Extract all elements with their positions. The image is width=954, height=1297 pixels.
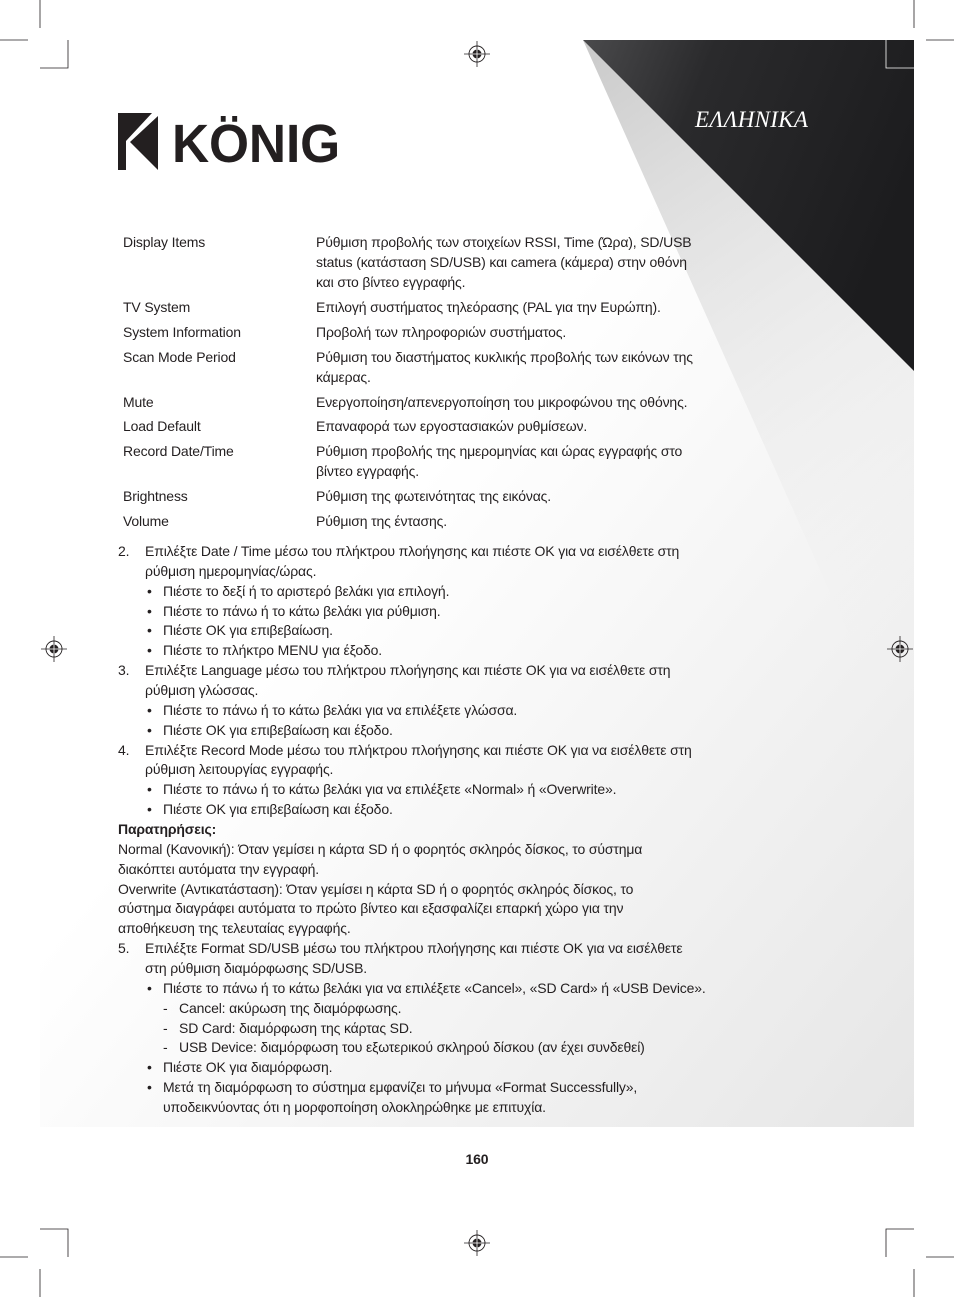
menu-row <box>123 347 693 387</box>
bullet-symbol: • <box>147 602 152 619</box>
bullet-item <box>145 641 679 661</box>
description-line: Ρύθμιση της έντασης. <box>316 513 447 530</box>
bullet-item <box>145 701 670 721</box>
bullet-text-line: Πιέστε OK για διαμόρφωση. <box>163 1059 333 1076</box>
bullet-symbol: • <box>147 801 152 818</box>
menu-row <box>123 322 693 342</box>
menu-row <box>123 416 693 436</box>
step-item <box>118 542 706 661</box>
bullet-symbol: • <box>147 642 152 659</box>
bullet-item <box>145 582 679 602</box>
sub-item <box>163 1019 706 1039</box>
menu-row <box>123 486 693 506</box>
bullet-text <box>163 602 440 622</box>
bullet-text <box>163 721 393 741</box>
bullet-item <box>145 621 679 641</box>
sub-item-text: USB Device: διαμόρφωση του εξωτερικού σκληρού δίσκου (αν έχει συνδεθεί) <box>179 1039 645 1056</box>
bullet-text <box>163 701 517 721</box>
step-number: 3. <box>118 662 130 679</box>
step-text-line: Επιλέξτε Format SD/USB μέσω του πλήκτρου πλοήγησης και πιέστε OK για να εισέλθετε <box>145 940 683 957</box>
menu-item-description <box>316 232 691 292</box>
description-line: status (κατάσταση SD/USB) και camera (κάμερα) στην οθόνη <box>316 254 687 270</box>
menu-row <box>123 297 693 317</box>
bullet-text-line: υποδεικνύοντας ότι η μορφοποίηση ολοκληρώθηκε με επιτυχία. <box>163 1099 546 1116</box>
description-line: Προβολή των πληροφοριών συστήματος. <box>316 323 567 340</box>
menu-item-name: Volume <box>123 513 169 530</box>
bullet-text-line: Πιέστε το πλήκτρο MENU για έξοδο. <box>163 642 383 659</box>
bullet-text <box>163 1058 332 1078</box>
bullet-text-line: Πιέστε το πάνω ή το κάτω βελάκι για να επιλέξετε γλώσσα. <box>163 701 518 718</box>
bullet-text <box>163 780 616 800</box>
menu-item-description <box>316 416 587 436</box>
bullet-symbol: • <box>147 1059 152 1076</box>
menu-item-name: Scan Mode Period <box>123 348 236 365</box>
bullet-text-line: Πιέστε OK για επιβεβαίωση. <box>163 622 333 639</box>
step-text-line: Επιλέξτε Date / Time μέσω του πλήκτρου πλοήγησης και πιέστε OK για να εισέλθετε στη <box>145 543 680 559</box>
step-text-line: ρύθμιση γλώσσας. <box>145 682 259 699</box>
menu-item-name: System Information <box>123 323 241 340</box>
bullet-text-line: Πιέστε το πάνω ή το κάτω βελάκι για ρύθμιση. <box>163 602 441 619</box>
menu-settings-table <box>123 232 693 536</box>
bullet-text-line: Πιέστε το δεξί ή το αριστερό βελάκι για επιλογή. <box>163 582 450 599</box>
note-line: Overwrite (Αντικατάσταση): Όταν γεμίσει η κάρτα SD ή ο φορητός σκληρός δίσκος, το <box>118 880 634 897</box>
sub-item-text: Cancel: ακύρωση της διαμόρφωσης. <box>179 999 402 1016</box>
menu-item-description <box>316 392 687 412</box>
description-line: Ρύθμιση προβολής της ημερομηνίας και ώρας εγγραφής στο <box>316 443 683 460</box>
language-label: ΕΛΛΗΝΙΚΑ <box>695 107 809 132</box>
bullet-text <box>163 979 706 1058</box>
bullet-text-line: Πιέστε το πάνω ή το κάτω βελάκι για να επιλέξετε «Cancel», «SD Card» ή «USB Device». <box>163 979 706 996</box>
bullet-symbol: • <box>147 721 152 738</box>
bullet-item <box>145 1058 706 1078</box>
bullet-symbol: • <box>147 781 152 798</box>
bullet-item <box>145 1078 706 1118</box>
bullet-text <box>163 1078 637 1118</box>
step-item <box>118 741 706 820</box>
step-body <box>145 939 706 1118</box>
bullet-text <box>163 621 333 641</box>
step-body <box>145 661 670 740</box>
description-line: βίντεο εγγραφής. <box>316 463 420 480</box>
step-text-line: Επιλέξτε Record Mode μέσω του πλήκτρου πλοήγησης και πιέστε OK για να εισέλθετε στη <box>145 741 692 758</box>
step-text-line: ρύθμιση ημερομηνίας/ώρας. <box>145 562 317 579</box>
bullet-item <box>145 780 692 800</box>
bullet-item <box>145 979 706 1058</box>
description-line: Επαναφορά των εργοστασιακών ρυθμίσεων. <box>316 418 588 435</box>
step-item <box>118 661 706 740</box>
menu-item-name: Display Items <box>123 234 206 250</box>
description-line: Ρύθμιση προβολής των στοιχείων RSSI, Time (Ώρα), SD/USB <box>316 234 692 250</box>
bullet-item <box>145 721 670 741</box>
sub-item-text: SD Card: διαμόρφωση της κάρτας SD. <box>179 1019 413 1036</box>
description-line: Ρύθμιση του διαστήματος κυκλικής προβολής των εικόνων της <box>316 348 693 365</box>
konig-logo-graphic <box>118 113 343 173</box>
notes-section <box>118 820 706 939</box>
menu-row <box>123 511 693 531</box>
step-text-line: στη ρύθμιση διαμόρφωσης SD/USB. <box>145 960 367 977</box>
menu-row <box>123 392 693 412</box>
page-number: 160 <box>465 1151 489 1167</box>
step-number: 4. <box>118 741 130 758</box>
menu-item-description <box>316 347 693 387</box>
menu-item-name: Load Default <box>123 418 201 435</box>
note-line: Normal (Κανονική): Όταν γεμίσει η κάρτα SD ή ο φορητός σκληρός δίσκος, το σύστημα <box>118 840 643 857</box>
bullet-text <box>163 582 449 602</box>
step-number: 2. <box>118 543 130 559</box>
notes-title: Παρατηρήσεις: <box>118 821 217 838</box>
bullet-text-line: Πιέστε το πάνω ή το κάτω βελάκι για να επιλέξετε «Normal» ή «Overwrite». <box>163 781 617 798</box>
note-line: αποθήκευση της τελευταίας εγγραφής. <box>118 920 351 937</box>
menu-row <box>123 232 693 292</box>
description-line: Ρύθμιση της φωτεινότητας της εικόνας. <box>316 488 551 505</box>
menu-item-description <box>316 511 447 531</box>
description-line: και στο βίντεο εγγραφής. <box>316 274 466 290</box>
dash-symbol: - <box>163 999 168 1016</box>
menu-item-description <box>316 297 661 317</box>
bullet-symbol: • <box>147 582 152 599</box>
menu-item-description <box>316 441 682 481</box>
bullet-symbol: • <box>147 979 152 996</box>
menu-item-name: Brightness <box>123 488 188 505</box>
note-paragraph <box>118 880 706 940</box>
bullet-item <box>145 800 692 820</box>
description-line: Ενεργοποίηση/απενεργοποίηση του μικροφώνου της οθόνης. <box>316 393 688 410</box>
bullet-text-line: Πιέστε OK για επιβεβαίωση και έξοδο. <box>163 721 393 738</box>
sub-item <box>163 999 706 1019</box>
bullet-text-line: Πιέστε OK για επιβεβαίωση και έξοδο. <box>163 801 393 818</box>
logo-emblem-icon <box>118 113 158 170</box>
menu-item-name: TV System <box>123 298 191 315</box>
description-line: κάμερας. <box>316 368 371 385</box>
dash-symbol: - <box>163 1019 168 1036</box>
menu-row <box>123 441 693 481</box>
instruction-list <box>118 542 706 1118</box>
menu-item-name: Mute <box>123 393 154 410</box>
note-line: σύστημα διαγράφει αυτόματα το πρώτο βίντεο και εξασφαλίζει επαρκή χώρο για την <box>118 900 624 917</box>
step-number: 5. <box>118 940 130 957</box>
bullet-symbol: • <box>147 701 152 718</box>
sub-item <box>163 1038 706 1058</box>
step-text-line: Επιλέξτε Language μέσω του πλήκτρου πλοήγησης και πιέστε OK για να εισέλθετε στη <box>145 662 671 679</box>
menu-item-name: Record Date/Time <box>123 443 234 460</box>
step-text-line: ρύθμιση λειτουργίας εγγραφής. <box>145 761 334 778</box>
description-line: Επιλογή συστήματος τηλεόρασης (PAL για την Ευρώπη). <box>316 298 661 315</box>
logo-wordmark: KÖNIG <box>172 114 340 173</box>
step-item <box>118 939 706 1118</box>
note-line: διακόπτει αυτόματα την εγγραφή. <box>118 860 319 877</box>
konig-logo <box>118 113 343 173</box>
bullet-item <box>145 602 679 622</box>
bullet-text <box>163 800 393 820</box>
bullet-symbol: • <box>147 1079 152 1096</box>
menu-item-description <box>316 322 566 342</box>
bullet-text-line: Μετά τη διαμόρφωση το σύστημα εμφανίζει το μήνυμα «Format Successfully», <box>163 1079 638 1096</box>
dash-symbol: - <box>163 1039 168 1056</box>
note-paragraph <box>118 840 706 880</box>
step-body <box>145 741 692 820</box>
registration-mark-bottom <box>464 1230 490 1256</box>
step-body <box>145 542 679 661</box>
bullet-symbol: • <box>147 622 152 639</box>
menu-item-description <box>316 486 551 506</box>
bullet-text <box>163 641 382 661</box>
